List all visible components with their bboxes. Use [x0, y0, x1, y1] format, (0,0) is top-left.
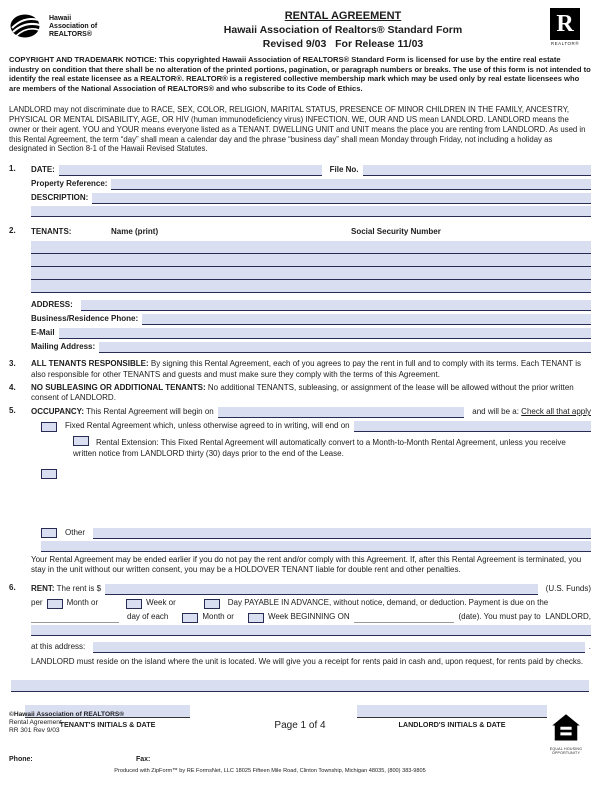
item4-number: 4.: [9, 382, 16, 392]
all-tenants-responsible-label: ALL TENANTS RESPONSIBLE:: [31, 359, 149, 369]
description-field-2[interactable]: [31, 206, 591, 217]
ssn-column-header: Social Security Number: [351, 227, 441, 237]
har-logo-line: REALTORS®: [49, 31, 93, 38]
form-subtitle: Hawaii Association of Realtors® Standard Form: [223, 24, 463, 36]
beginning-on-field[interactable]: [354, 612, 455, 623]
tenant-row-field[interactable]: [31, 267, 591, 280]
realtor-r-icon: R: [550, 8, 580, 40]
tenant-row-field[interactable]: [31, 280, 591, 293]
har-waves-icon: [9, 12, 45, 42]
due-day-field[interactable]: [31, 612, 119, 623]
due-month-checkbox[interactable]: [182, 613, 198, 623]
produced-with-line: Produced with ZipForm™ by RE FormsNet, LLC 18025 Fifteen Mile Road, Clinton Township, Michigan 48035, (800) 383-9805: [114, 768, 426, 774]
period-text: .: [588, 642, 591, 652]
tenant-row-field[interactable]: [31, 241, 591, 254]
property-reference-label: Property Reference:: [31, 179, 108, 189]
email-label: E-Mail: [31, 328, 55, 338]
page-number: Page 1 of 4: [274, 720, 326, 731]
per-month-checkbox[interactable]: [47, 599, 63, 609]
landlord-initials-field[interactable]: [357, 705, 547, 718]
form-revision: Revised 9/03 For Release 11/03: [262, 38, 424, 50]
per-week-checkbox[interactable]: [126, 599, 142, 609]
footer-copyright: ©Hawaii Association of REALTORS®: [9, 711, 125, 718]
item1-number: 1.: [9, 164, 16, 174]
hawaii-association-logo: [9, 8, 147, 42]
tenant-row-field[interactable]: [31, 254, 591, 267]
mailing-address-field[interactable]: [99, 342, 591, 353]
tenant-initials-label: TENANT'S INITIALS & DATE: [59, 719, 156, 729]
description-label: DESCRIPTION:: [31, 193, 89, 203]
other-field[interactable]: [93, 528, 591, 539]
no-subleasing-text: No additional TENANTS, subleasing, or assignment of the lease will be allowed without the prior written consent of LANDLORD.: [31, 382, 574, 402]
blank-gap: [31, 481, 591, 527]
har-logo-line: Association of: [49, 23, 98, 30]
landlord-initials-label: LANDLORD'S INITIALS & DATE: [398, 719, 506, 729]
copyright-notice: COPYRIGHT AND TRADEMARK NOTICE: This copyrighted Hawaii Association of REALTORS® Standard Form is licensed for use by the entire real estate industry on condition that there shall be no alteration of the printed portions, pagination, or paragraph numbers or breaks. The use of this form is not intended to identify the real estate licensee as a REALTOR®. REALTOR® is a registered collective membership mark which may be used only by real estate licensees who are members of the National Association of REALTORS® and who subscribe to its Code of Ethics.: [9, 55, 591, 94]
description-field[interactable]: [92, 193, 591, 204]
day-payable-text: Day PAYABLE IN ADVANCE, without notice, demand, or deduction. Payment is due on the: [227, 598, 549, 608]
month-or-2-text: Month or: [202, 612, 234, 622]
equal-housing-logo: [546, 714, 586, 755]
fixed-end-date-field[interactable]: [354, 421, 591, 432]
tenants-label: TENANTS:: [31, 227, 72, 237]
rent-amount-field[interactable]: [105, 584, 538, 595]
phone-field[interactable]: [142, 314, 591, 325]
per-text: per: [31, 598, 43, 608]
footer-form-number: RR 301 Rev 9/03: [9, 727, 60, 735]
rental-extension-checkbox[interactable]: [73, 436, 89, 446]
at-this-address-label: at this address:: [31, 642, 86, 652]
file-no-field[interactable]: [363, 165, 591, 176]
pay-to-field[interactable]: [31, 625, 591, 636]
other-field-2[interactable]: [41, 541, 591, 552]
mailing-address-label: Mailing Address:: [31, 342, 96, 352]
form-header: [9, 8, 591, 50]
address-field[interactable]: [81, 300, 591, 311]
will-be-a-text: and will be a:: [472, 407, 522, 417]
property-reference-field[interactable]: [111, 179, 591, 190]
fax-label: Fax:: [136, 756, 151, 763]
file-no-label: File No.: [329, 165, 359, 175]
item3-number: 3.: [9, 359, 16, 369]
notes-field[interactable]: [11, 680, 589, 692]
date-label: DATE:: [31, 165, 55, 175]
har-logo-line: Hawaii: [49, 15, 72, 22]
month-to-month-checkbox[interactable]: [41, 469, 57, 479]
realtor-logo-label: REALTOR®: [550, 41, 580, 46]
occupancy-begin-text: This Rental Agreement will begin on: [84, 407, 214, 417]
equal-housing-label-2: OPPORTUNITY: [551, 751, 581, 755]
form-title: RENTAL AGREEMENT: [284, 10, 402, 22]
landlord-reside-paragraph: LANDLORD must reside on the island where the unit is located. We will give you a receipt for rents paid in cash and, upon request, for rents paid by checks.: [31, 657, 584, 667]
rent-text: The rent is $: [54, 584, 102, 594]
fixed-agreement-text: Fixed Rental Agreement which, unless otherwise agreed to in writing, will end on: [65, 421, 350, 431]
occupancy-label: OCCUPANCY:: [31, 407, 85, 417]
month-or-text: Month or: [66, 598, 99, 608]
phone-label: Business/Residence Phone:: [31, 314, 139, 324]
rental-extension-text: Rental Extension: This Fixed Rental Agreement will automatically convert to a Month-to-Month Rental Agreement, unless you receive written notice from LANDLORD thirty (30) days prior to the end of the Lease.: [73, 438, 566, 458]
date-pay-text: (date). You must pay to LANDLORD,: [458, 612, 591, 622]
item2-number: 2.: [9, 226, 16, 236]
realtor-logo: [539, 8, 591, 46]
rent-label: RENT:: [31, 584, 55, 594]
email-field[interactable]: [59, 328, 591, 339]
phone-label: Phone:: [9, 756, 33, 763]
equal-housing-label-1: EQUAL HOUSING: [549, 747, 583, 751]
due-week-checkbox[interactable]: [248, 613, 264, 623]
fixed-agreement-checkbox[interactable]: [41, 422, 57, 432]
other-checkbox[interactable]: [41, 528, 57, 538]
no-subleasing-label: NO SUBLEASING OR ADDITIONAL TENANTS:: [31, 382, 206, 392]
check-all-that-apply-text: Check all that apply: [521, 407, 591, 417]
address-label: ADDRESS:: [31, 300, 73, 310]
name-column-header: Name (print): [111, 227, 159, 237]
footer-form-name: Rental Agreement: [9, 719, 62, 727]
week-beginning-text: Week BEGINNING ON: [267, 612, 350, 622]
us-funds-text: (U.S. Funds): [545, 584, 591, 594]
date-field[interactable]: [59, 165, 322, 176]
begin-date-field[interactable]: [218, 407, 465, 418]
holdover-paragraph: Your Rental Agreement may be ended earlier if you do not pay the rent and/or comply with this Agreement. If, after this Rental Agreement is terminated, you stay in the unit without our written consent, you may be a HOLDOVER TENANT liable for double rent and other penalties.: [31, 554, 582, 575]
nondiscrimination-paragraph: LANDLORD may not discriminate due to RACE, SEX, COLOR, RELIGION, MARITAL STATUS, PRESENCE OF MINOR CHILDREN IN THE FAMILY, ANCESTRY, PHYSICAL OR MENTAL DISABILITY, AGE, OR HIV (human immunodeficiency virus) INFECTION. WE, OUR AND US mean LANDLORD. LANDLORD means the owner or their agent. YOU and YOUR means everyone listed as a TENANT. DWELLING UNIT and UNIT means the place you are renting from LANDLORD. As used in this Rental Agreement, the term “day” shall mean a calendar day and the phrase “business day” shall mean Monday through Friday, not including a holiday as designated in Section 8-1 of the Hawaii Revised Statutes.: [9, 104, 586, 154]
other-label: Other: [65, 527, 86, 537]
day-of-each-text: day of each: [127, 612, 169, 622]
item6-number: 6.: [9, 583, 16, 593]
week-or-text: Week or: [146, 598, 176, 608]
item5-number: 5.: [9, 406, 16, 416]
all-tenants-responsible-text: By signing this Rental Agreement, each of you agrees to pay the rent in full and to comply with its terms. Each TENANT is also responsible for other TENANTS and guests and must make sure they comply with the terms of this Agreement.: [31, 359, 581, 379]
pay-address-field[interactable]: [93, 642, 585, 653]
equal-housing-house-icon: [551, 714, 581, 742]
per-day-checkbox[interactable]: [204, 599, 220, 609]
